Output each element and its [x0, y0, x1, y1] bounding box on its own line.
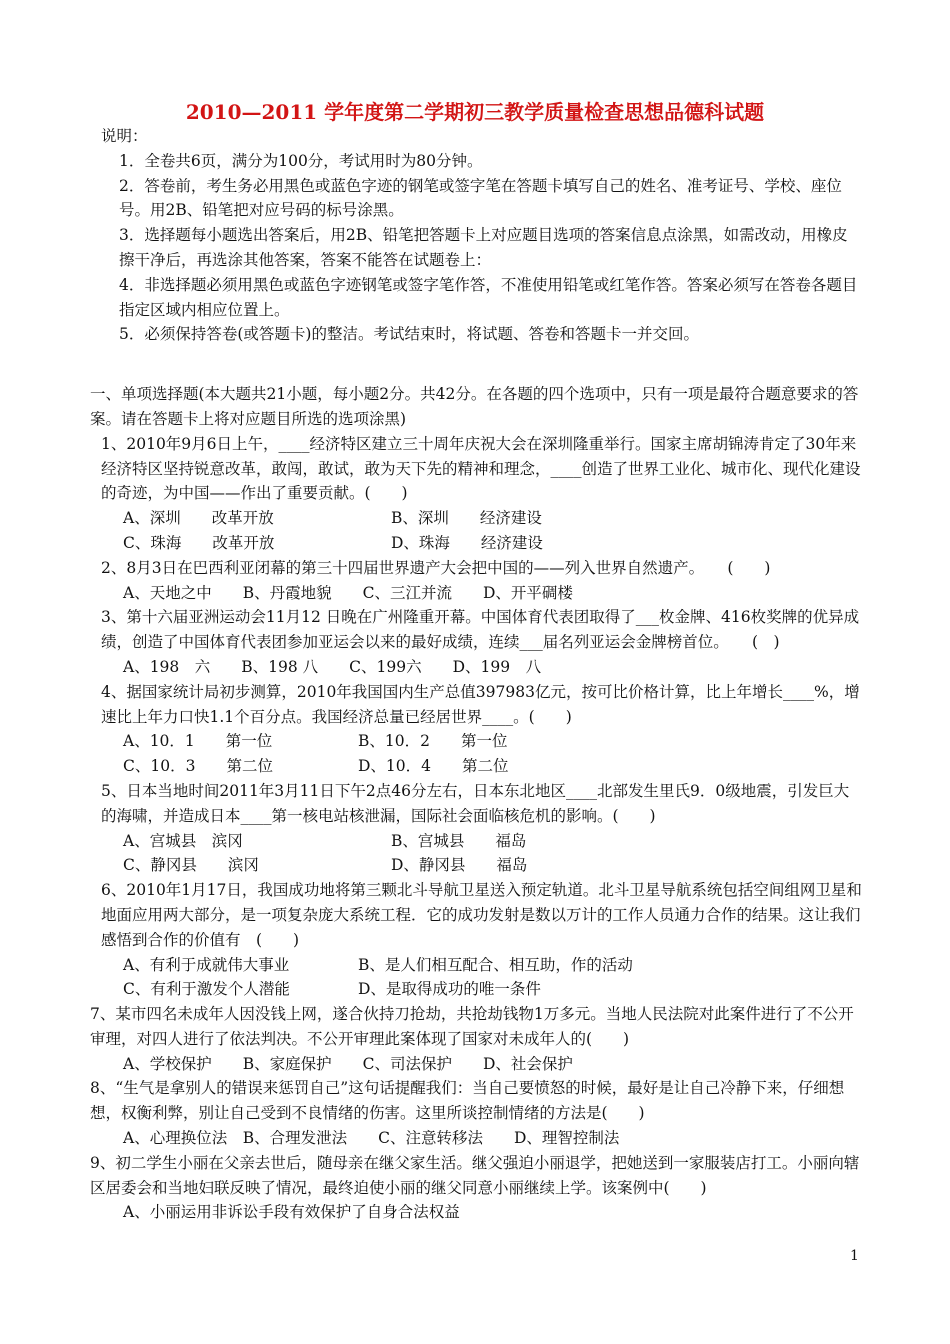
- option: A、10．1 第一位: [123, 732, 273, 751]
- question-stem: 7、某市四名未成年人因没钱上网，遂合伙持刀抢劫，共抢劫钱物1万多元。当地人民法院对此案件进行了不公开审理，对四人进行了依法判决。不公开审理此案体现了国家对未成年人的( ): [90, 1005, 854, 1048]
- exam-content: [90, 124, 862, 1225]
- option: C、有利于激发个人潜能: [123, 980, 290, 999]
- option-row: [90, 729, 862, 754]
- option-row: [90, 531, 862, 556]
- option: A、天地之中 B、丹霞地貌 C、三江并流 D、开平碉楼: [123, 583, 573, 602]
- instruction-item: 1．全卷共6页，满分为100分，考试用时为80分钟。: [119, 151, 483, 170]
- option: B、10．2 第一位: [358, 732, 508, 751]
- option: A、心理换位法 B、合理发泄法 C、注意转移法 D、理智控制法: [123, 1129, 620, 1148]
- exam-title: 2010—2011 学年度第二学期初三教学质量检查思想品德科试题: [185, 100, 765, 124]
- option-row: [90, 853, 862, 878]
- question-stem: 9、初二学生小丽在父亲去世后，随母亲在继父家生活。继父强迫小丽退学，把她送到一家服装店打工。小丽向辖区居委会和当地妇联反映了情况，最终迫使小丽的继父同意小丽继续上学。该案例中( ): [90, 1153, 860, 1197]
- option: C、10．3 第二位: [123, 757, 273, 776]
- option-row: [90, 977, 862, 1002]
- option: B、宫城县 福岛: [391, 831, 527, 850]
- instruction-item: 4．非选择题必须用黑色或蓝色字迹钢笔或签字笔作答，不准使用铅笔或红笔作答。答案必须写在答卷各题目指定区域内相应位置上。: [119, 275, 858, 319]
- option: B、深圳 经济建设: [391, 509, 542, 528]
- option-row: [90, 953, 862, 978]
- option: A、宫城县 滨冈: [123, 831, 243, 850]
- option: C、珠海 改革开放: [123, 533, 275, 552]
- page-number: 1: [850, 1248, 859, 1264]
- question-stem: 1、2010年9月6日上午，____经济特区建立三十周年庆祝大会在深圳隆重举行。国家主席胡锦涛肯定了30年来经济特区坚持锐意改革，敢闯，敢试，敢为天下先的精神和理念，____创造了世界工业化、城市化、现代化建设的奇迹，为中国——作出了重要贡献。( ): [101, 434, 861, 503]
- option: D、10．4 第二位: [358, 757, 509, 776]
- spacer: [90, 347, 862, 382]
- question-stem: 5、日本当地时间2011年3月11日下午2点46分左右，日本东北地区____北部发生里氏9．0级地震，引发巨大的海啸，并造成日本____第一核电站核泄漏，国际社会面临核危机的影响。( ): [101, 781, 850, 825]
- instruction-item: 2．答卷前，考生务必用黑色或蓝色字迹的钢笔或签字笔在答题卡填写自己的姓名、准考证号、学校、座位号。用2B、铅笔把对应号码的标号涂黑。: [119, 176, 842, 220]
- option: A、有利于成就伟大事业: [123, 955, 290, 974]
- question-stem: 6、2010年1月17日，我国成功地将第三颗北斗导航卫星送入预定轨道。北斗卫星导航系统包括空间组网卫星和地面应用两大部分，是一项复杂庞大系统工程．它的成功发射是数以万计的工作人员通力合作的结果。这让我们感悟到合作的价值有 ( ): [101, 881, 862, 949]
- option: C、静冈县 滨冈: [123, 856, 259, 875]
- question-stem: 8、“生气是拿别人的错误来惩罚自己”这句话提醒我们：当自己要愤怒的时候，最好是让自己冷静下来，仔细想想，权衡利弊，别让自己受到不良情绪的伤害。这里所谈控制情绪的方法是( ): [90, 1079, 845, 1123]
- option: A、深圳 改革开放: [123, 509, 274, 528]
- instruction-item: 3．选择题每小题选出答案后，用2B、铅笔把答题卡上对应题目选项的答案信息点涂黑，如需改动，用橡皮擦干净后，再选涂其他答案，答案不能答在试题卷上：: [119, 226, 848, 269]
- instruction-item: 5．必须保持答卷(或答题卡)的整洁。考试结束时，将试题、答卷和答题卡一并交回。: [119, 325, 699, 344]
- section-heading: 一、单项选择题(本大题共21小题，每小题2分。共42分。在各题的四个选项中，只有一项是最符合题意要求的答案。请在答题卡上将对应题目所选的选项涂黑): [90, 385, 859, 428]
- option: B、是人们相互配合、相互助，作的活动: [358, 955, 633, 974]
- option-row: [90, 829, 862, 854]
- option: D、珠海 经济建设: [391, 533, 543, 552]
- option-row: [90, 754, 862, 779]
- option: A、学校保护 B、家庭保护 C、司法保护 D、社会保护: [123, 1054, 573, 1073]
- option: D、静冈县 福岛: [391, 856, 528, 875]
- question-stem: 4、据国家统计局初步测算，2010年我国国内生产总值397983亿元，按可比价格计算，比上年增长____%，增速比上年力口快1.1个百分点。我国经济总量已经居世界____。( ): [101, 682, 860, 726]
- question-stem: 2、8月3日在巴西利亚闭幕的第三十四届世界遗产大会把中国的——列入世界自然遗产。 ( ): [101, 558, 771, 577]
- question-stem: 3、第十六届亚洲运动会11月12 日晚在广州隆重开幕。中国体育代表团取得了___枚金牌、416枚奖牌的优异成绩，创造了中国体育代表团参加亚运会以来的最好成绩，连续___届名列亚运会金牌榜首位。 ( ): [101, 608, 860, 652]
- option: A、198 六 B、198 八 C、199六 D、199 八: [123, 657, 542, 676]
- option: A、小丽运用非诉讼手段有效保护了自身合法权益: [123, 1203, 460, 1222]
- option-row: [90, 506, 862, 531]
- option: D、是取得成功的唯一条件: [358, 980, 541, 999]
- instructions-heading: 说明：: [101, 127, 148, 145]
